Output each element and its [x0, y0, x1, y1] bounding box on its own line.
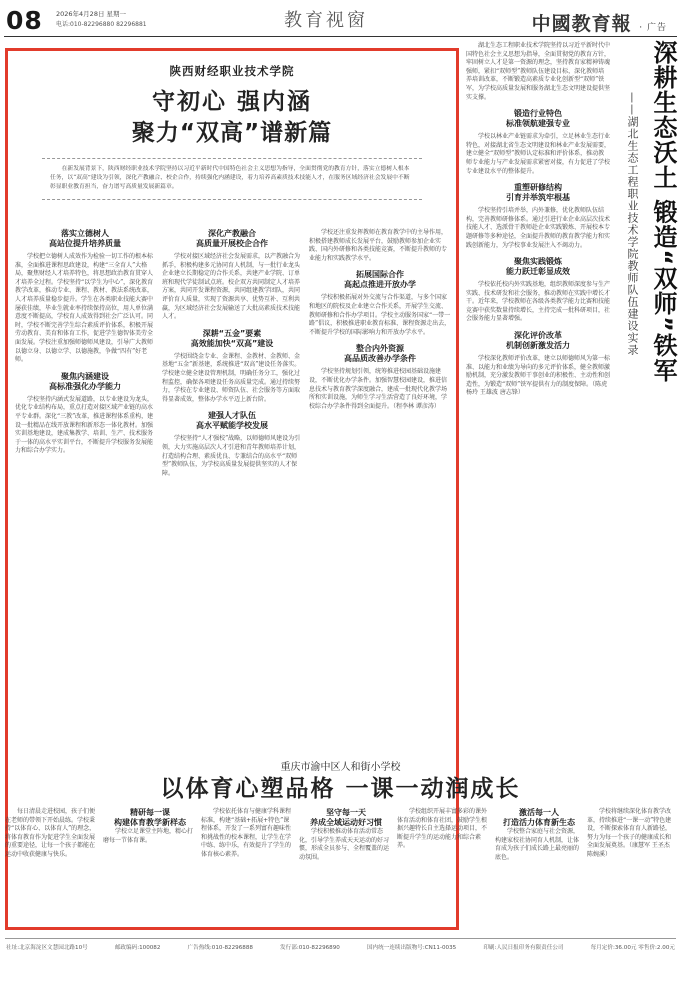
issue-date: 2026年4月28日 星期一: [56, 10, 127, 18]
masthead-suffix: · 广告: [639, 23, 667, 33]
feature-block: [309, 344, 451, 411]
side-subhead: 锻造行业特色 标准领航建强专业: [506, 109, 570, 129]
side-paragraph: 学校以林业产业链需求为牵引，立足林业生态行业特色，对接湖北省生态文明建设和林业产业发展需要，建立健全“双师型”教师认定标准和评价体系，推动教师专业能力与产业发展需求紧密对接，有力促进了学校专业建设水平的整体提升。: [466, 133, 611, 175]
feature-subhead: 落实立德树人 高站位提升培养质量: [49, 229, 121, 248]
bottom-kicker: 重庆市渝中区人和街小学校: [280, 762, 401, 773]
feature-subhead: 聚焦内涵建设 高标准强化办学能力: [49, 371, 121, 391]
side-subheadline: ——湖北生态工程职业技术学院教师队伍建设实录: [626, 92, 639, 356]
feature-kicker: 陕西财经职业技术学院: [169, 64, 295, 78]
side-paragraph: 学校坚持引培并举，内外兼修，优化教师队伍结构，完善教师研修体系。通过引进行业企业高层次技术技能人才、选派骨干教师赴企业实践锻炼、开展校本专题研修等多种途径，全面提升教师的教育教学能力和实践创新能力，为学校事业发展注入不竭动力。: [466, 207, 611, 249]
page-number: 08: [6, 6, 43, 35]
side-paragraph: 学校依托校内外实践基地，组织教师深度参与生产实践、技术研发和社会服务，推动教师在实践中增长才干。近年来，学校教师在各级各类教学能力比赛和技能竞赛中获奖数量持续增长，主持完成一批科研项目，社会服务能力显著增强。: [466, 281, 611, 323]
feature-subhead: 建强人才队伍 高水平赋能学校发展: [196, 411, 268, 431]
bottom-column: [397, 808, 491, 934]
bottom-paragraph: 学校组织开展丰富多彩的课外体育活动和体育社团，鼓励学生根据兴趣特长自主选择运动项目，不断提升学生的运动能力和综合素养。: [397, 808, 488, 850]
side-block: [466, 183, 610, 250]
feature-paragraph: 学校积极拓展对外交流与合作渠道，与多个国家和地区的院校及企业建立合作关系，开展学生交流、教师研修和合作办学项目。学校主动服务国家“一带一路”倡议，积极推进职业教育标准、课程资源走出去，不断提升学校的国际影响力和开放办学水平。: [309, 294, 451, 336]
bottom-column: [5, 808, 99, 934]
bottom-paragraph: 学校依托体育与健康学科课程标准，构建“基础+拓展+特色”课程体系，开发了一系列富有趣味性和挑战性的校本课程，让学生在学中练、练中乐，有效提升了学生的体育核心素养。: [201, 808, 292, 858]
bottom-column: [103, 808, 197, 934]
bottom-subhead: 坚守每一天 养成全域运动好习惯: [310, 808, 382, 827]
side-paragraph: 学校深化教师评价改革，建立以师德师风为第一标准、以能力和业绩为导向的多元评价体系，健全教师激励机制，充分激发教师干事创业的积极性、主动性和创造性，为锻造“双师”铁军提供有力的制度保障。（陈虎 杨玲 王雄波 唐志锋）: [466, 355, 611, 397]
contact-phone: 电话:010-82296880 82296881: [56, 21, 147, 28]
feature-headline-line-2: 聚力“双高”谱新篇: [131, 120, 333, 146]
section-title: 教育视窗: [284, 10, 368, 31]
feature-paragraph: 学校坚持内涵式发展道路，以专业建设为龙头，优化专业结构布局，重点打造对接区域产业链的高水平专业群。深化“三教”改革，推进课程体系重构，建设一批精品在线开放课程和新形态一体化教材。加强实训基地建设，建成集教学、培训、生产、技术服务于一体的高水平实训平台，不断提升学校服务发展能力和综合办学实力。: [15, 395, 154, 455]
header-rule: [4, 36, 677, 37]
footer-distribution: 发行部:010-82296890: [280, 945, 340, 951]
bottom-paragraph: 学校整合家庭与社会资源，构建家校社协同育人机制，让体育成为孩子们成长路上最亮丽的底色。: [495, 828, 580, 861]
feature-paragraph: 学校还注重发挥教师在教育教学中的主导作用，积极搭建教师成长发展平台，鼓励教师参加企业实践、国内外研修和各类技能竞赛，不断提升教师的专业能力和实践教学水平。: [309, 229, 448, 262]
feature-paragraph: 学校坚持规划引领，统筹推进校园基础设施建设，不断优化办学条件。加强智慧校园建设，推进信息技术与教育教学深度融合，建成一批现代化教学场所和实训设施，为师生学习生活营造了良好环境，学校综合办学条件得到全面提升。（程李林 谭彦涛）: [309, 368, 448, 410]
page-footer: [6, 943, 675, 955]
feature-block: [309, 270, 451, 337]
side-article-body: [466, 42, 610, 742]
feature-headline-line-1: 守初心 强内涵: [151, 89, 312, 115]
footer-address: 社址:北京海淀区文慧园北路10号: [6, 945, 88, 951]
bottom-subhead: 精研每一课 构建体育教学新样态: [114, 808, 186, 827]
side-block: [466, 257, 610, 324]
side-article-title: [614, 40, 677, 435]
side-block: [466, 331, 610, 398]
feature-block: [162, 229, 302, 322]
feature-subhead: 深耕“五金”要素 高效能加快“双高”建设: [190, 328, 274, 348]
bottom-column: [495, 808, 583, 934]
feature-block: [309, 229, 451, 263]
footer-printer: 印刷:人民日报印务有限责任公司: [483, 945, 564, 951]
feature-block: [15, 372, 155, 456]
masthead-title: 中國教育報: [531, 13, 632, 35]
feature-paragraph: 学校对接区域经济社会发展需求，以产教融合为抓手，积极构建多元协同育人机制，与一批行业龙头企业建立长期稳定的合作关系，共建产业学院、订单班和现代学徒制试点班。校企双方共同制定人才培养方案，共同开发课程资源，共同组建教学团队，共同评价育人质量，实现了资源共享、优势互补、互利共赢，为区域经济社会发展输送了大批高素质技术技能人才。: [162, 253, 301, 321]
feature-paragraph: 学校围绕金专业、金课程、金教材、金教师、金基地“五金”新基建，系统推进“双高”建设任务落实。学校建立健全建设管理机制，明确任务分工，强化过程监控，确保各项建设任务高质量完成。通过持续努力，学校在专业建设、师资队伍、社会服务等方面取得显著成效，整体办学水平迈上新台阶。: [162, 352, 301, 403]
page-header: [0, 0, 681, 40]
footer-subscription: 国内统一连续出版物号:CN11-0035: [366, 945, 457, 951]
footer-ad-phone: 广告热线:010-82296888: [187, 945, 253, 951]
masthead: [532, 9, 667, 36]
side-block: [466, 42, 610, 102]
feature-block: [162, 411, 302, 478]
feature-paragraph: 学校坚持“人才强校”战略，以师德师风建设为引领，大力实施高层次人才引进和青年教师培养计划，打造结构合理、素质优良、专兼结合的高水平“双师型”教师队伍，为学校高质量发展提供坚实的人才保障。: [162, 435, 301, 477]
bottom-paragraph: 学校将继续深化体育教学改革，持续推进“一课一动”特色建设，不断探索体育育人新路径，努力为每一个孩子的健康成长和全面发展奠基。（康慧军 王圣杰 陈婉溪）: [587, 808, 672, 858]
footer-postcode: 邮政编码:100082: [114, 945, 161, 951]
bottom-headline: 以体育心塑品格 一课一动润成长: [160, 776, 521, 802]
bottom-paragraph: 学校积极推动体育活动常态化，引导学生养成天天运动的好习惯，形成全员参与、全程覆盖的运动氛围。: [299, 828, 390, 861]
feature-subhead: 深化产教融合 高质量开展校企合作: [196, 229, 268, 248]
footer-price: 每月定价:36.00元 零售价:2.00元: [590, 945, 675, 951]
feature-block: [15, 229, 155, 365]
side-headline: 深耕生态沃土 锻造“双师”铁军: [649, 40, 677, 383]
feature-block: [162, 329, 302, 405]
bottom-column: [299, 808, 393, 934]
bottom-subhead: 激活每一人 打造活力体育新生态: [503, 808, 575, 827]
side-block: [466, 109, 610, 176]
feature-lead: 在新发展背景下，陕西财经职业技术学院坚持以习近平新时代中国特色社会主义思想为指导，全面贯彻党的教育方针，落实立德树人根本任务，以“双高”建设为引领，深化产教融合、校企合作，持续强化内涵建设，着力培养高素质技术技能人才，在服务区域经济社会发展中不断彰显职业教育担当，奋力谱写高质量发展新篇章。: [42, 158, 422, 200]
side-subhead: 深化评价改革 机制创新激发活力: [506, 331, 570, 351]
bottom-paragraph: 每日清晨走进校园，孩子们便在老师的带领下开始晨练。学校秉持“以体育心、以体育人”的理念，将体育教育作为促进学生全面发展的重要途径，让每一个孩子都能在运动中收获健康与快乐。: [5, 808, 96, 858]
bottom-column: [587, 808, 676, 934]
side-paragraph: 湖北生态工程职业技术学院坚持以习近平新时代中国特色社会主义思想为指导，全面贯彻党的教育方针，牢固树立人才是第一资源的理念，坚持教育家精神铸魂强师，紧扣“双师型”教师队伍建设目标，深化教师培养培训改革，不断锻造高素质专业化创新型“双师”铁军，为学校高质量发展和服务湖北生态文明建设提供坚实支撑。: [466, 42, 611, 101]
bottom-column: [201, 808, 295, 934]
side-subhead: 聚焦实践锻炼 能力跃迁彰显成效: [506, 257, 570, 277]
feature-paragraph: 学校把立德树人成效作为检验一切工作的根本标准，全面推进课程思政建设，构建“三全育人”大格局，聚焦财经人才培养特色，将思想政治教育贯穿人才培养全过程。学校坚持“以学生为中心”，深化教育教学改革，推动专业、课程、教材、教法系统改革，人才培养质量稳步提升。学生在各类职业技能大赛中屡获佳绩，毕业生就业率持续保持高位，用人单位满意度不断提高，学校育人成效得到社会广泛认可。同时，学校不断完善学生综合素质评价体系，积极开展劳动教育、美育和体育工作，促进学生德智体美劳全面发展。学校注重加强师德师风建设，引导广大教师以德立身、以德立学、以德施教，争做“四有”好老师。: [15, 253, 154, 364]
side-subhead: 重塑研修结构 引育并举筑牢根基: [506, 183, 570, 203]
feature-subhead: 整合内外资源 高品质改善办学条件: [344, 344, 416, 364]
bottom-paragraph: 学校立足课堂主阵地，精心打磨每一节体育课。: [103, 828, 194, 844]
footer-rule: [5, 938, 676, 939]
feature-subhead: 拓展国际合作 高起点推进开放办学: [344, 270, 416, 290]
